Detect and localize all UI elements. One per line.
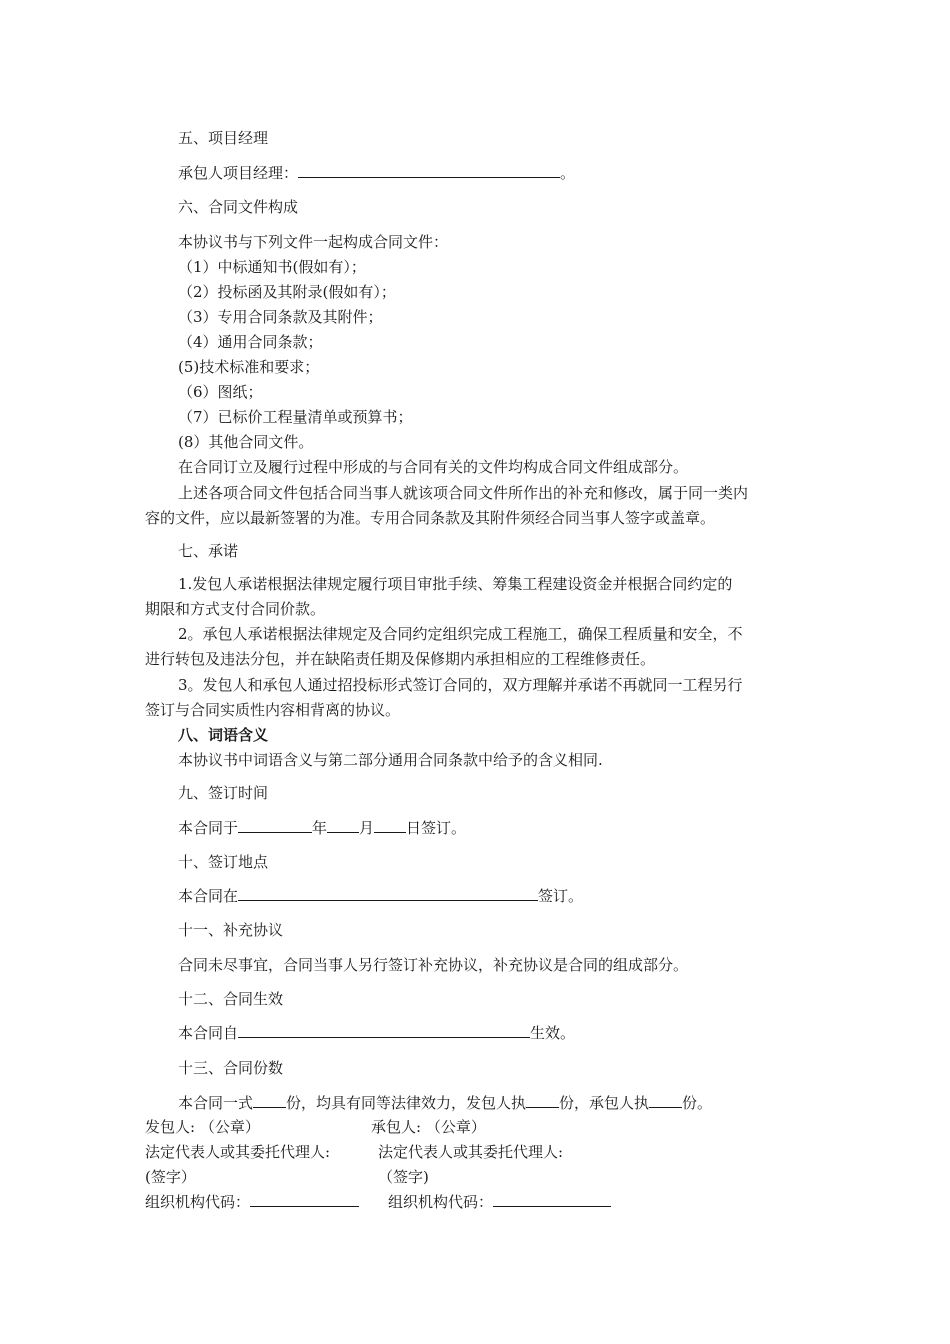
section-9-title: 九、签订时间 [178, 784, 269, 802]
signing-date-line [178, 818, 466, 838]
doc-item-8: (8）其他合同文件。 [178, 433, 314, 451]
signing-month-blank[interactable] [327, 818, 359, 833]
doc-item-7: （7）已标价工程量清单或预算书； [178, 408, 413, 426]
commitment-2b: 进行转包及违法分包，并在缺陷责任期及保修期内承担相应的工程维修责任。 [145, 650, 656, 668]
section-5-title: 五、项目经理 [178, 129, 269, 147]
section-6-para-2b: 容的文件，应以最新签署的为准。专用合同条款及其附件须经合同当事人签字或盖章。 [145, 509, 716, 527]
contractor-org-code-blank[interactable] [493, 1192, 611, 1207]
project-manager-end: 。 [560, 164, 576, 182]
section-12-title: 十二、合同生效 [178, 990, 284, 1008]
doc-item-1: （1）中标通知书(假如有）； [178, 258, 366, 276]
employer-signature: (签字） [145, 1168, 196, 1186]
employer-seal: 发包人: （公章） [145, 1118, 260, 1136]
doc-item-2: （2）投标函及其附录(假如有）； [178, 283, 396, 301]
doc-item-3: （3）专用合同条款及其附件； [178, 308, 383, 326]
effective-prefix: 本合同自 [178, 1024, 239, 1042]
section-10-title: 十、签订地点 [178, 853, 269, 871]
copies-mid-2: 份，承包人执 [559, 1094, 650, 1112]
employer-org-code-label: 组织机构代码： [145, 1193, 251, 1211]
section-6-para-1: 在合同订立及履行过程中形成的与合同有关的文件均构成合同文件组成部分。 [178, 458, 689, 476]
doc-item-5: (5)技术标准和要求； [178, 358, 320, 376]
commitment-3a: 3。发包人和承包人通过招投标形式签订合同的，双方理解并承诺不再就同一工程另行 [178, 676, 743, 694]
section-6-para-2a: 上述各项合同文件包括合同当事人就该项合同文件所作出的补充和修改，属于同一类内 [178, 484, 749, 502]
section-8-title: 八、词语含义 [178, 726, 269, 744]
signing-date-prefix: 本合同于 [178, 819, 239, 837]
signing-month-label: 月 [359, 819, 375, 837]
contractor-seal: 承包人: （公章） [371, 1118, 486, 1136]
commitment-2a: 2。承包人承诺根据法律规定及合同约定组织完成工程施工，确保工程质量和安全，不 [178, 625, 743, 643]
doc-item-4: （4）通用合同条款； [178, 333, 323, 351]
project-manager-label: 承包人项目经理： [178, 164, 299, 182]
project-manager-line [178, 163, 575, 183]
copies-prefix: 本合同一式 [178, 1094, 254, 1112]
signing-place-blank[interactable] [238, 886, 538, 901]
signing-place-line [178, 886, 583, 906]
effective-line [178, 1023, 575, 1043]
signing-place-suffix: 签订。 [538, 887, 584, 905]
copies-total-blank[interactable] [253, 1093, 286, 1108]
employer-rep-label: 法定代表人或其委托代理人: [145, 1143, 331, 1161]
contractor-rep-label: 法定代表人或其委托代理人: [378, 1143, 564, 1161]
effective-blank[interactable] [238, 1023, 530, 1038]
copies-suffix: 份。 [682, 1094, 713, 1112]
section-6-title: 六、合同文件构成 [178, 198, 299, 216]
project-manager-blank[interactable] [298, 163, 560, 178]
commitment-3b: 签订与合同实质性内容相背离的协议。 [145, 701, 401, 719]
section-13-title: 十三、合同份数 [178, 1059, 284, 1077]
signing-day-blank[interactable] [374, 818, 406, 833]
effective-suffix: 生效。 [530, 1024, 576, 1042]
section-7-title: 七、承诺 [178, 542, 239, 560]
doc-item-6: （6）图纸； [178, 383, 263, 401]
copies-line [178, 1093, 712, 1113]
copies-contractor-blank[interactable] [649, 1093, 682, 1108]
signing-day-label: 日签订。 [406, 819, 467, 837]
signing-year-blank[interactable] [238, 818, 312, 833]
section-11-text: 合同未尽事宜，合同当事人另行签订补充协议，补充协议是合同的组成部分。 [178, 956, 689, 974]
copies-employer-blank[interactable] [526, 1093, 559, 1108]
commitment-1a: 1.发包人承诺根据法律规定履行项目审批手续、筹集工程建设资金并根据合同约定的 [178, 575, 733, 593]
contractor-org-code-line [388, 1192, 611, 1212]
section-8-text: 本协议书中词语含义与第二部分通用合同条款中给予的含义相同. [178, 751, 603, 769]
employer-org-code-line [145, 1192, 359, 1212]
commitment-1b: 期限和方式支付合同价款。 [145, 600, 326, 618]
signing-year-label: 年 [312, 819, 328, 837]
contractor-signature: （签字) [378, 1168, 429, 1186]
signing-place-prefix: 本合同在 [178, 887, 239, 905]
section-11-title: 十一、补充协议 [178, 921, 284, 939]
employer-org-code-blank[interactable] [250, 1192, 359, 1207]
copies-mid: 份，均具有同等法律效力，发包人执 [286, 1094, 527, 1112]
section-6-intro: 本协议书与下列文件一起构成合同文件： [178, 233, 449, 251]
contractor-org-code-label: 组织机构代码： [388, 1193, 494, 1211]
